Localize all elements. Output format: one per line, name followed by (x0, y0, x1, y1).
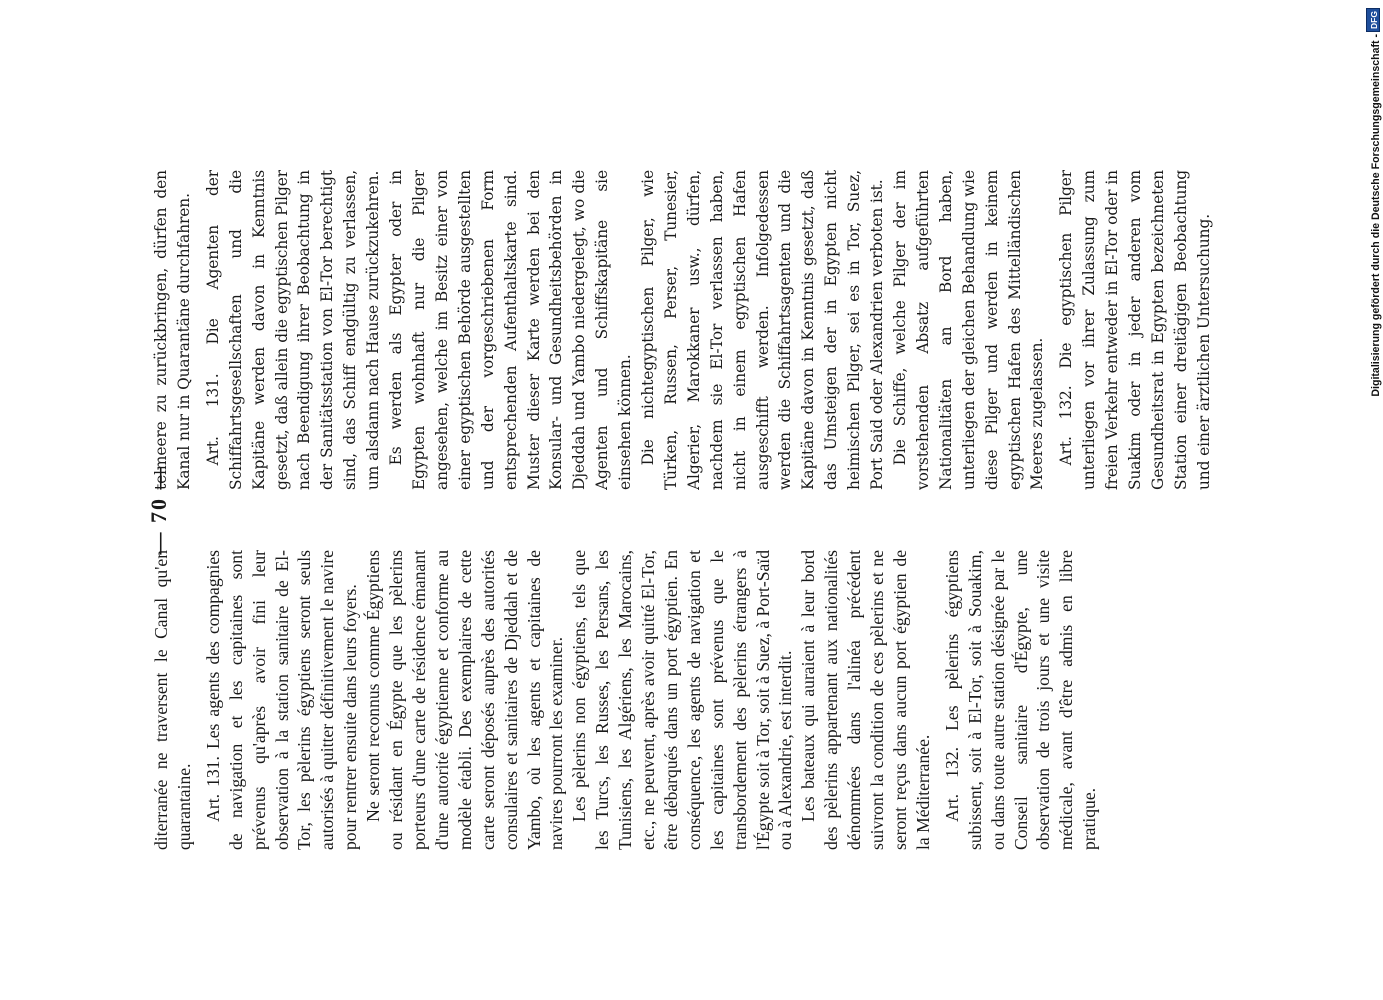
german-paragraph: telmeere zu zurückbringen, dürfen den Kanal nur in Quarantäne durchfahren. (152, 170, 193, 490)
german-paragraph: Art. 132. Die egyptischen Pilger unterliegen vor ihrer Zulassung zum freien Verkehr entweder in El-Tor oder in Suakim oder in jeder anderen vom Gesundheitsrat in Egypten bezeichneten Station einer dreitägigen Beobachtung und einer ärztlichen Untersuchung. (1057, 170, 1213, 490)
german-paragraph: Die Schiffe, welche Pilger der im vorstehenden Absatz aufgeführten Nationalitäten an Bord haben, unterliegen der gleichen Behandlung wie diese Pilger und werden in keinem egyptischen Hafen des Mittelländischen Meeres zugelassen. (891, 170, 1047, 490)
french-paragraph: diterranée ne traversent le Canal qu'en quarantaine. (151, 550, 194, 850)
credit-text: Digitalisierung gefördert durch die Deutsche Forschungsgemeinschaft - (1370, 34, 1382, 397)
french-paragraph: Les pèlerins non égyptiens, tels que les Turcs, les Russes, les Persans, les Tunisiens, les Algériens, les Marocains, etc., ne peuvent, après avoir quitté El-Tor, être débarqués dans un port égyptien. En conséquence, les agents de navigation et les capitaines sont prévenus que le transbordement des pèlerins étrangers à l'Égypte soit à Tor, soit à Suez, à Port-Saïd ou à Alexandrie, est interdit. (569, 550, 796, 850)
french-paragraph: Art. 131. Les agents des compagnies de navigation et les capitaines sont prévenus qu'après avoir fini leur observation à la station sanitaire de El-Tor, les pèlerins égyptiens seront seuls autorisés à quitter définitivement le navire pour rentrer ensuite dans leurs foyers. (202, 550, 361, 850)
german-paragraph: Art. 131. Die Agenten der Schiffahrtsgesellschaften und die Kapitäne werden davon in Kenntnis gesetzt, daß allein die egyptischen Pilger nach Beendigung ihrer Beobachtung in der Sanitätsstation von El-Tor berechtigt sind, das Schiff endgültig zu verlassen, um alsdann nach Hause zurückzukehren. (203, 170, 383, 490)
french-paragraph: Les bateaux qui auraient à leur bord des pèlerins appartenant aux nationalités dénommées dans l'alinéa précédent suivront la condition de ces pèlerins et ne seront reçus dans aucun port égyptien de la Méditerranée. (798, 550, 933, 850)
rotated-page-content (146, 170, 1230, 850)
dfg-logo: DFG (1366, 8, 1380, 32)
page-number: — 70 — (146, 465, 171, 555)
french-paragraph: Ne seront reconnus comme Égyptiens ou résidant en Égypte que les pèlerins porteurs d'une carte de résidence émanant d'une autorité égyptienne et conforme au modèle établi. Des exemplaires de cette carte seront déposés auprès des autorités consulaires et sanitaires de Djeddah et de Yambo, où les agents et capitaines de navires pourront les examiner. (363, 550, 567, 850)
french-paragraph: Art. 132. Les pèlerins égyptiens subissent, soit à El-Tor, soit à Souakim, ou dans toute autre station désignée par le Conseil sanitaire d'Égypte, une observation de trois jours et une visite médicale, avant d'être admis en libre pratique. (941, 550, 1100, 850)
digitization-credit (1330, 6, 1383, 994)
german-paragraph: Es werden als Egypter oder in Egypten wohnhaft nur die Pilger angesehen, welche im Besitz einer von einer egyptischen Behörde ausgestellten und der vorgeschriebenen Form entsprechenden Aufenthaltskarte sind. Muster dieser Karte werden bei den Konsular- und Gesundheitsbehörden in Djeddah und Yambo niedergelegt, wo die Agenten und Schiffskapitäne sie einsehen können. (387, 170, 635, 490)
german-paragraph: Die nichtegyptischen Pilger, wie Türken, Russen, Perser, Tunesier, Algerier, Marokkaner usw., dürfen, nachdem sie El-Tor verlassen haben, nicht in einem egyptischen Hafen ausgeschifft werden. Infolgedessen werden die Schiffahrtsagenten und die Kapitäne davon in Kenntnis gesetzt, daß das Umsteigen der in Egypten nicht heimischen Pilger, sei es in Tor, Suez, Port Said oder Alexandrien verboten ist. (639, 170, 887, 490)
french-column (150, 550, 1230, 850)
german-column (150, 170, 1230, 490)
